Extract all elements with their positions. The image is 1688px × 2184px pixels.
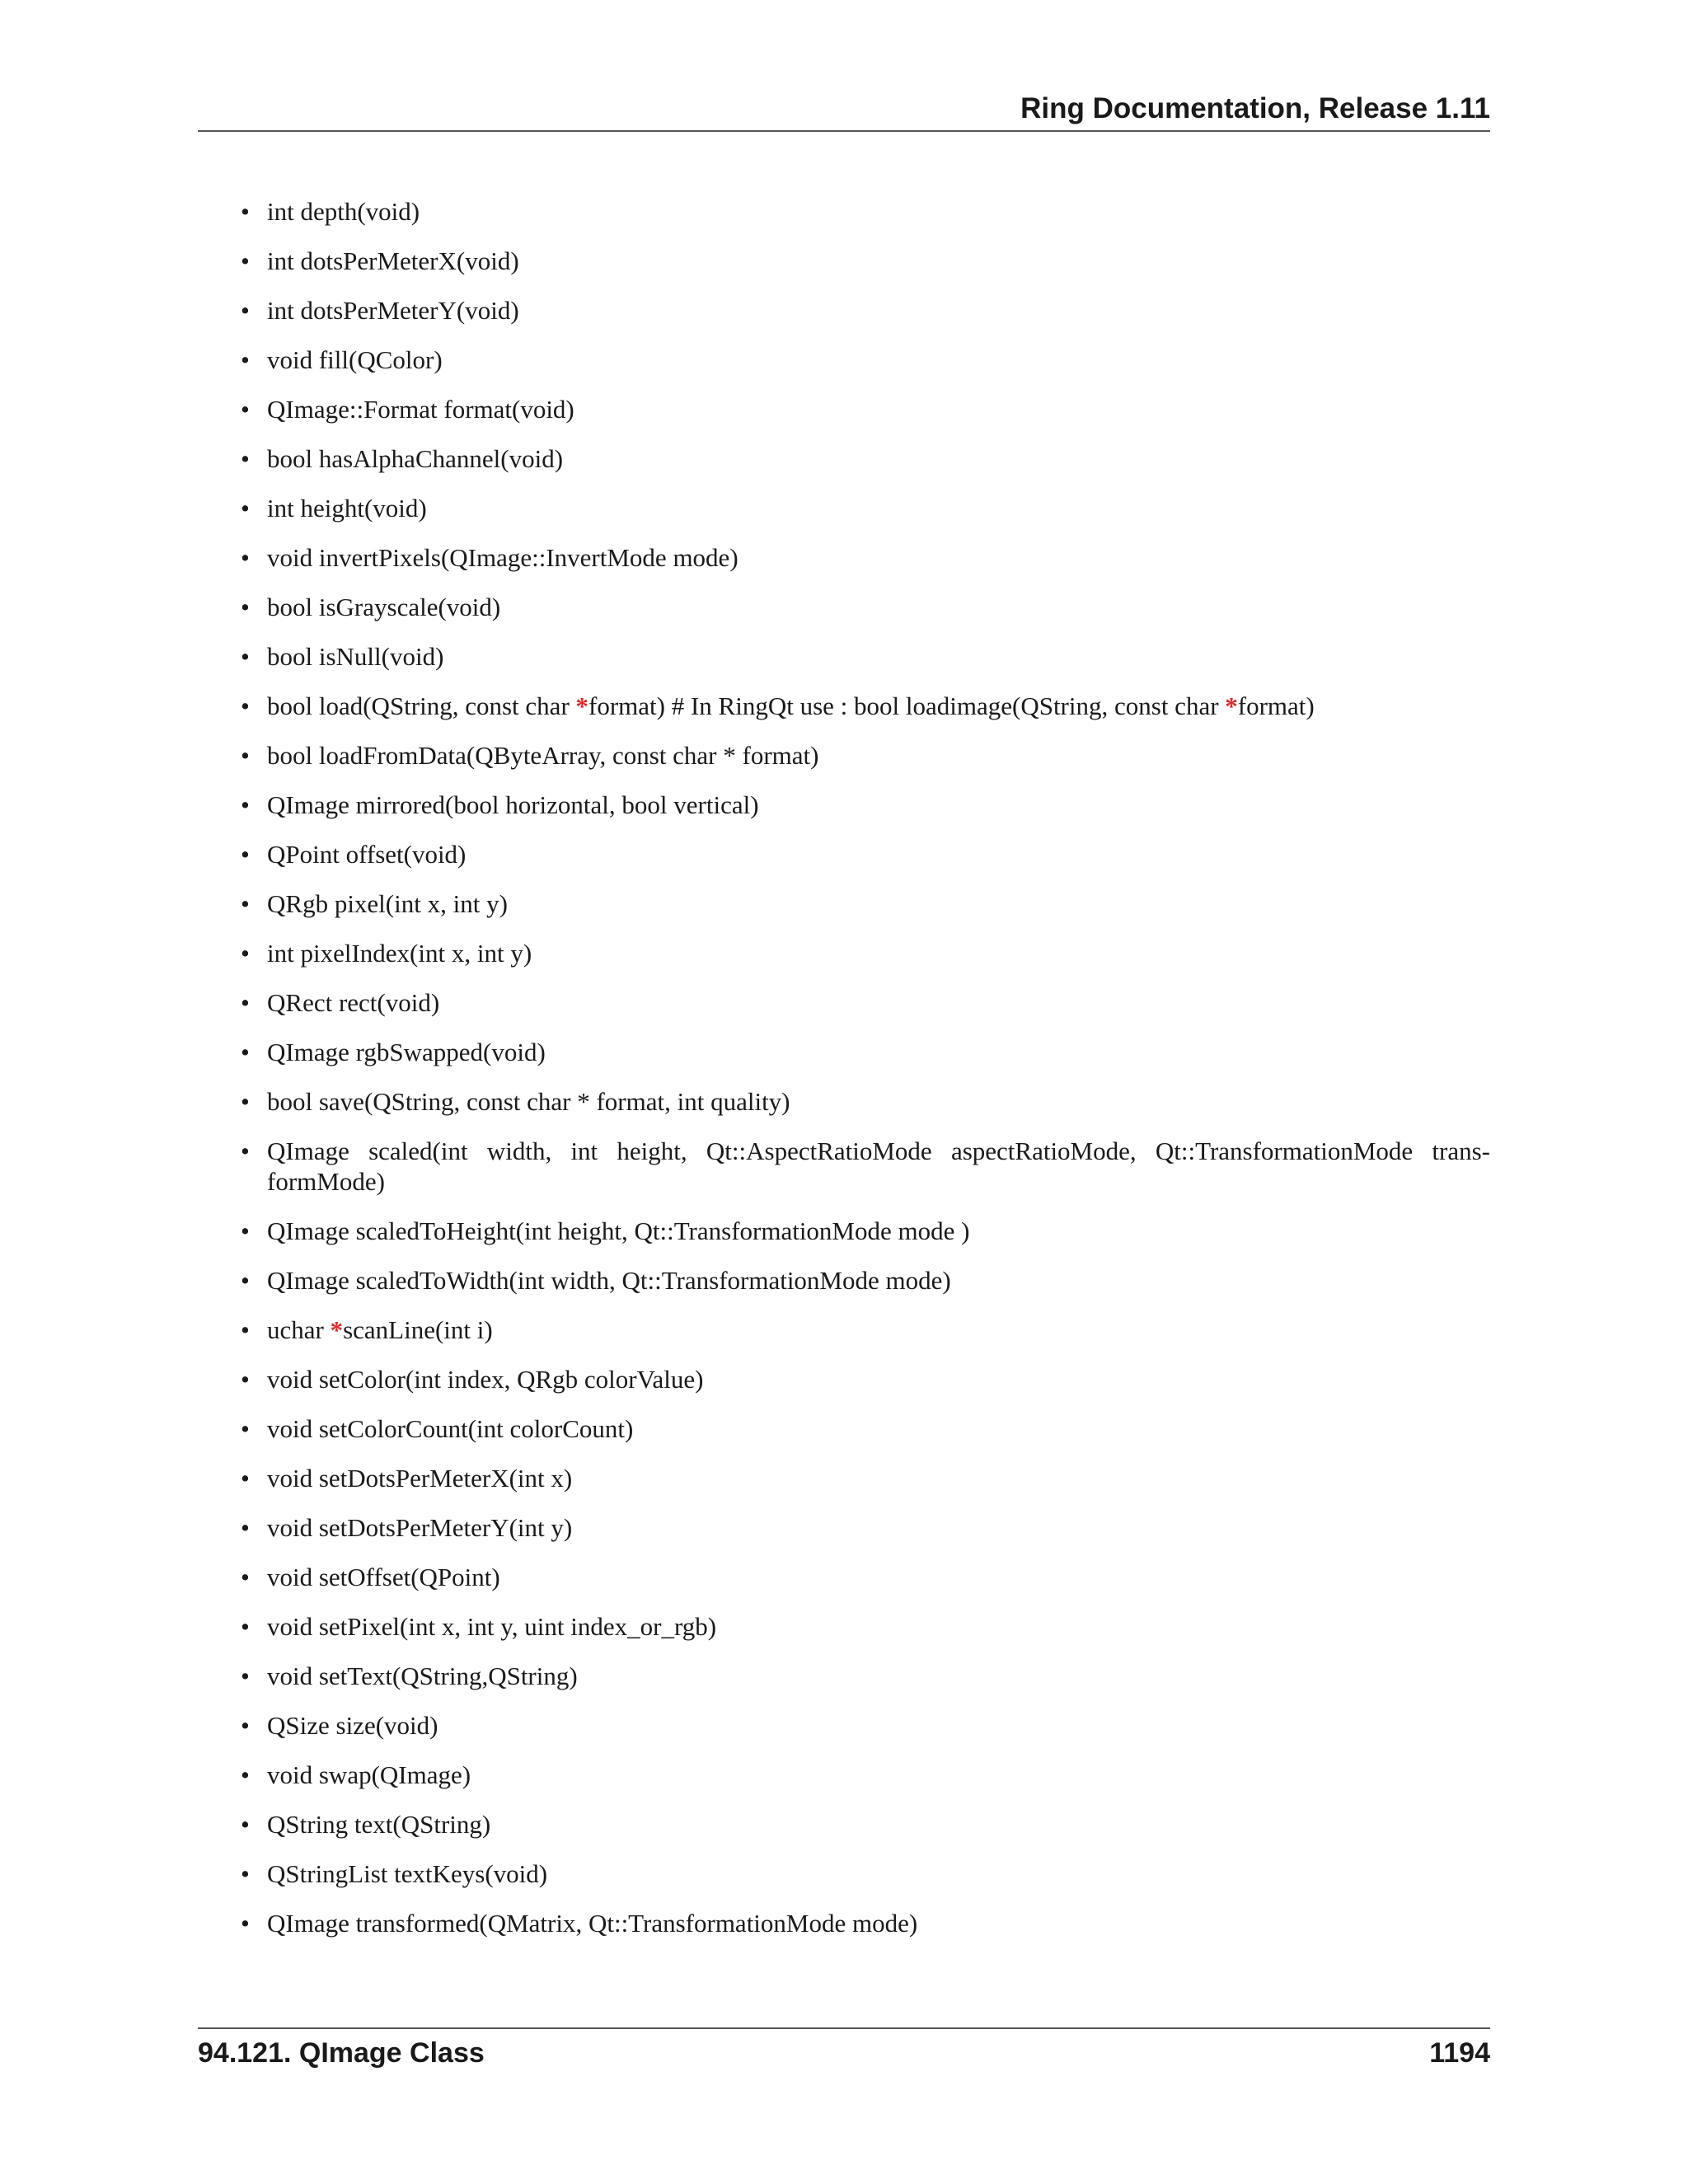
method-signature: void setPixel(int x, int y, uint index_or_rgb) xyxy=(267,1612,717,1641)
bullet-icon: • xyxy=(241,741,250,770)
list-item xyxy=(241,344,1490,375)
bullet-icon: • xyxy=(241,691,250,720)
bullet-icon: • xyxy=(241,593,250,621)
list-item xyxy=(241,1611,1490,1642)
bullet-icon: • xyxy=(241,1315,250,1344)
method-signature: void setDotsPerMeterY(int y) xyxy=(267,1513,573,1542)
method-signature: void setColor(int index, QRgb colorValue) xyxy=(267,1365,704,1394)
page-number: 1194 xyxy=(1429,2037,1490,2069)
method-signature: void setOffset(QPoint) xyxy=(267,1563,500,1591)
list-item xyxy=(241,1512,1490,1543)
method-signature: QRect rect(void) xyxy=(267,988,440,1017)
bullet-icon: • xyxy=(241,1464,250,1493)
list-item xyxy=(241,1037,1490,1067)
method-signature: bool isGrayscale(void) xyxy=(267,593,501,621)
bullet-icon: • xyxy=(241,1711,250,1740)
bullet-icon: • xyxy=(241,1414,250,1443)
pointer-asterisk: * xyxy=(575,691,589,720)
method-signature-part: format) xyxy=(1237,691,1315,720)
method-signature-part: format) # In RingQt use : bool loadimage(QString, const char xyxy=(588,691,1226,720)
bullet-icon: • xyxy=(241,1909,250,1938)
method-signature: QImage transformed(QMatrix, Qt::TransformationMode mode) xyxy=(267,1909,918,1938)
list-item xyxy=(241,1463,1490,1493)
list-item xyxy=(241,1809,1490,1840)
method-signature: void invertPixels(QImage::InvertMode mode) xyxy=(267,543,738,572)
method-signature: void swap(QImage) xyxy=(267,1760,471,1789)
bullet-icon: • xyxy=(241,790,250,819)
method-signature: void setDotsPerMeterX(int x) xyxy=(267,1464,573,1493)
list-item xyxy=(241,888,1490,919)
list-item xyxy=(241,1413,1490,1444)
list-item xyxy=(241,1908,1490,1938)
list-item xyxy=(241,1136,1490,1197)
method-signature: QRgb pixel(int x, int y) xyxy=(267,889,508,918)
page-content xyxy=(241,196,1490,1957)
list-item xyxy=(241,1315,1490,1345)
method-signature: void setText(QString,QString) xyxy=(267,1661,578,1690)
bullet-icon: • xyxy=(241,494,250,523)
method-signature: QImage scaledToHeight(int height, Qt::TransformationMode mode ) xyxy=(267,1216,970,1245)
list-item xyxy=(241,394,1490,424)
bullet-icon: • xyxy=(241,1137,250,1165)
bullet-icon: • xyxy=(241,1216,250,1245)
method-signature: int pixelIndex(int x, int y) xyxy=(267,939,532,968)
bullet-icon: • xyxy=(241,1365,250,1394)
method-signature: void fill(QColor) xyxy=(267,345,443,374)
bullet-icon: • xyxy=(241,642,250,671)
bullet-icon: • xyxy=(241,1563,250,1591)
list-item xyxy=(241,295,1490,326)
method-signature: QSize size(void) xyxy=(267,1711,438,1740)
bullet-icon: • xyxy=(241,1038,250,1066)
bullet-icon: • xyxy=(241,1087,250,1116)
method-signature: bool loadFromData(QByteArray, const char * format) xyxy=(267,741,819,770)
bullet-icon: • xyxy=(241,1612,250,1641)
pointer-asterisk: * xyxy=(330,1315,344,1344)
page-header xyxy=(198,89,1490,132)
method-signature-part: scanLine(int i) xyxy=(343,1315,493,1344)
method-signature: QImage scaledToWidth(int width, Qt::TransformationMode mode) xyxy=(267,1266,951,1295)
bullet-icon: • xyxy=(241,296,250,325)
bullet-icon: • xyxy=(241,197,250,226)
bullet-icon: • xyxy=(241,345,250,374)
list-item xyxy=(241,641,1490,672)
method-signature-part: bool load(QString, const char xyxy=(267,691,576,720)
page-footer xyxy=(198,2027,1490,2069)
bullet-icon: • xyxy=(241,1513,250,1542)
method-signature: bool isNull(void) xyxy=(267,642,444,671)
bullet-icon: • xyxy=(241,246,250,275)
list-item xyxy=(241,1858,1490,1889)
list-item xyxy=(241,1760,1490,1790)
method-signature: QImage::Format format(void) xyxy=(267,395,574,424)
method-signature: QImage mirrored(bool horizontal, bool vertical) xyxy=(267,790,759,819)
list-item xyxy=(241,493,1490,523)
method-signature: QPoint offset(void) xyxy=(267,840,467,869)
list-item xyxy=(241,987,1490,1018)
method-signature: bool hasAlphaChannel(void) xyxy=(267,444,564,473)
bullet-icon: • xyxy=(241,1859,250,1888)
bullet-icon: • xyxy=(241,1810,250,1839)
method-signature: void setColorCount(int colorCount) xyxy=(267,1414,634,1443)
list-item xyxy=(241,1086,1490,1117)
list-item xyxy=(241,246,1490,276)
bullet-icon: • xyxy=(241,840,250,869)
method-signature: QString text(QString) xyxy=(267,1810,491,1839)
list-item xyxy=(241,1364,1490,1394)
method-signature: QImage scaled(int width, int height, Qt::AspectRatioMode aspectRatioMode, Qt::TransformationMode trans-formMode) xyxy=(267,1137,1490,1196)
list-item xyxy=(241,839,1490,869)
bullet-icon: • xyxy=(241,988,250,1017)
list-item xyxy=(241,1710,1490,1741)
list-item xyxy=(241,790,1490,820)
list-item xyxy=(241,1216,1490,1246)
method-list xyxy=(241,196,1490,1938)
list-item xyxy=(241,443,1490,474)
method-signature: bool save(QString, const char * format, int quality) xyxy=(267,1087,790,1116)
document-title: Ring Documentation, Release 1.11 xyxy=(1020,92,1490,124)
list-item xyxy=(241,542,1490,573)
bullet-icon: • xyxy=(241,1760,250,1789)
method-signature-part: uchar xyxy=(267,1315,331,1344)
list-item xyxy=(241,592,1490,622)
bullet-icon: • xyxy=(241,889,250,918)
list-item xyxy=(241,938,1490,968)
method-signature: int dotsPerMeterX(void) xyxy=(267,246,519,275)
section-title: 94.121. QImage Class xyxy=(198,2037,485,2069)
bullet-icon: • xyxy=(241,395,250,424)
list-item xyxy=(241,691,1490,721)
list-item xyxy=(241,1265,1490,1296)
method-signature: QImage rgbSwapped(void) xyxy=(267,1038,546,1066)
bullet-icon: • xyxy=(241,1266,250,1295)
pointer-asterisk: * xyxy=(1225,691,1238,720)
list-item xyxy=(241,1661,1490,1691)
list-item xyxy=(241,1562,1490,1592)
bullet-icon: • xyxy=(241,939,250,968)
method-signature: int depth(void) xyxy=(267,197,420,226)
list-item xyxy=(241,740,1490,771)
bullet-icon: • xyxy=(241,543,250,572)
method-signature: QStringList textKeys(void) xyxy=(267,1859,548,1888)
method-signature: int dotsPerMeterY(void) xyxy=(267,296,519,325)
bullet-icon: • xyxy=(241,1661,250,1690)
method-signature: int height(void) xyxy=(267,494,427,523)
bullet-icon: • xyxy=(241,444,250,473)
list-item xyxy=(241,196,1490,227)
